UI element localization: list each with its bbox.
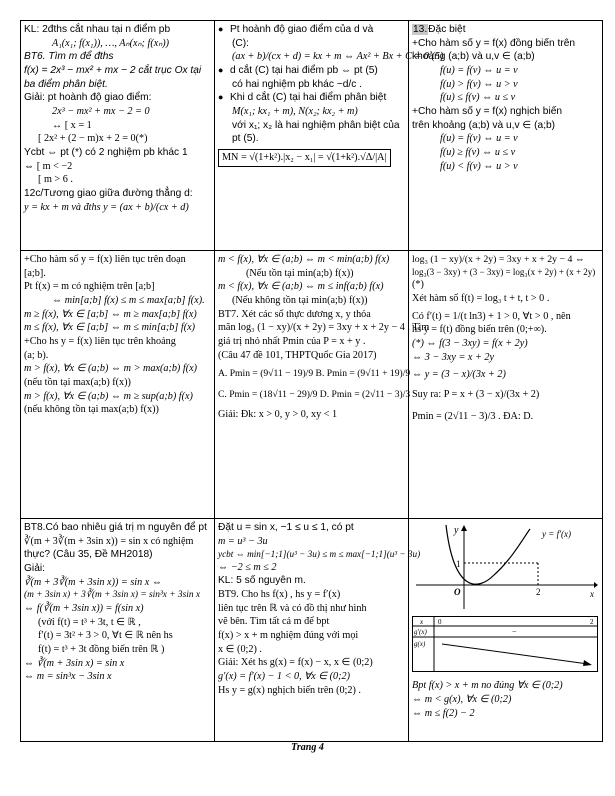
- cell-3-3: [409, 519, 603, 742]
- table-header-0: 0: [438, 617, 442, 626]
- bullet-icon: ●: [218, 65, 224, 76]
- decreasing-arrow: [442, 644, 588, 664]
- formula-line: ⇔ m ≤ f(2) − 2: [412, 707, 475, 719]
- bullet-icon: ●: [218, 24, 224, 34]
- formula-line: m > f(x), ∀x ∈ (a;b) ⇔ m > max(a;b) f(x): [24, 363, 198, 375]
- arrow-head-icon: [583, 660, 592, 666]
- formula-line: ⇔ y = (3 − x)/(3x + 2): [412, 369, 506, 381]
- section-heading: 13.Đặc biệt: [413, 24, 466, 35]
- text-line: liên tục trên ℝ và có đồ thị như hình: [218, 602, 367, 614]
- table-header-2: 2: [590, 617, 594, 626]
- gprime-sign: −: [512, 626, 517, 636]
- text-line: BT8.Có bao nhiêu giá trị m nguyên để pt: [24, 522, 207, 533]
- variation-table: [412, 616, 598, 672]
- formula-line: [ 2x² + (2 − m)x + 2 = 0(*): [38, 133, 148, 145]
- formula-line: Giải: Xét hs g(x) = f(x) − x, x ∈ (0;2): [218, 657, 373, 669]
- formula-line: (m + 3sin x) + 3∛(m + 3sin x) = sin³x + 3sin x: [24, 590, 201, 601]
- formula-table: [20, 20, 603, 742]
- formula-line: ∛(m + 3∛(m + 3sin x)) = sin x có nghiệm: [24, 535, 194, 547]
- formula-line: ⇔ min[a;b] f(x) ≤ m ≤ max[a;b] f(x).: [52, 295, 205, 307]
- formula-line: g′(x) = f′(x) − 1 < 0, ∀x ∈ (0;2): [218, 671, 351, 683]
- formula-line: Suy ra: P = x + (3 − x)/(3x + 2): [412, 388, 540, 400]
- text-line: Pt f(x) = m có nghiệm trên [a;b]: [24, 281, 155, 293]
- tick-label-2: 2: [536, 587, 541, 597]
- formula-line: m > f(x), ∀x ∈ (a;b) ⇔ m ≥ sup(a;b) f(x): [24, 390, 193, 402]
- answer-choices-cd: C. Pmin = (18√11 − 29)/9 D. Pmin = (2√11 − 3)/3: [218, 389, 411, 401]
- text-line: (C):: [232, 37, 249, 49]
- origin-label: O: [454, 587, 461, 597]
- text-line: giá trị nhỏ nhất Pmin của P = x + y .: [218, 336, 366, 348]
- formula-line: ⇔ −2 ≤ m ≤ 2: [218, 561, 277, 573]
- bullet-item: ● Pt hoành độ giao điểm của d và: [218, 24, 374, 35]
- formula-line: (ax + b)/(cx + d) = kx + m ⇔ Ax² + Bx + C = 0 (5): [232, 51, 444, 63]
- formula-line: ⇔ [ m < −2: [24, 160, 73, 172]
- text-line: với x₁; x₂ là hai nghiệm phân biệt của: [232, 119, 400, 131]
- bullet-item: ● Khi d cắt (C) tại hai điểm phân biệt: [218, 92, 387, 104]
- boxed-formula: MN = √(1+k²).|x₂ − x₁| = √(1+k²).√Δ/|A|: [218, 149, 391, 167]
- text-line: Đặt u = sin x, −1 ≤ u ≤ 1, có pt: [218, 522, 354, 533]
- y-axis-label: y: [454, 525, 459, 536]
- text-line: ba điểm phân biệt.: [24, 78, 108, 90]
- text-line: khoảng (a;b) và u,v ∈ (a;b): [412, 51, 535, 63]
- formula-line: f(u) = f(v) ⇔ u = v: [440, 133, 518, 145]
- formula-line: Bpt f(x) > x + m no đúng ∀x ∈ (0;2): [412, 680, 563, 692]
- text-line: f(x) > x + m nghiệm đúng với mọi: [218, 630, 359, 642]
- text-line: Hs y = g(x) nghịch biến trên (0;2) .: [218, 684, 361, 696]
- row-label-gprime: g′(x): [414, 627, 427, 636]
- section-number: 13.: [413, 24, 428, 35]
- text-line: Giải:: [24, 563, 45, 575]
- row-label-g: g(x): [414, 639, 426, 648]
- formula-line: mãn log₃ (1 − xy)/(x + 2y) = 3xy + x + 2y − 4 . Tìm: [218, 322, 430, 334]
- cell-1-1: [21, 21, 215, 251]
- formula-line: f(u) = f(v) ⇔ u = v: [440, 65, 518, 77]
- cell-2-1: [21, 251, 215, 519]
- formula-line: ∛(m + 3∛(m + 3sin x)) = sin x ⇔: [24, 576, 163, 588]
- formula-line: ↔ [ x = 1: [52, 119, 92, 131]
- formula-line: ycbt ⇔ min[−1;1](u³ − 3u) ≤ m ≤ max[−1;1](u³ − 3u): [218, 549, 421, 560]
- text-line: có hai nghiệm pb khác −d/c .: [232, 78, 362, 90]
- formula-line: Có f′(t) = 1/(t ln3) + 1 > 0, ∀t > 0 , nên: [412, 310, 571, 322]
- page-content: [20, 20, 602, 738]
- text-line: +Cho hàm số y = f(x) nghịch biến: [412, 106, 563, 118]
- formula-line: Pmin = (2√11 − 3)/3 . ĐA: D.: [412, 410, 534, 422]
- text-line: hs y = f(t) đồng biến trên (0;+∞).: [412, 324, 547, 336]
- answer-choices-ab: A. Pmin = (9√11 − 19)/9 B. Pmin = (9√11 + 19)/9: [218, 368, 411, 380]
- formula-line: 2x³ − mx² + mx − 2 = 0: [52, 106, 150, 118]
- text-line: KL: 5 số nguyên m.: [218, 575, 306, 587]
- derivative-graph: [412, 523, 598, 611]
- formula-line: m = u³ − 3u: [218, 535, 268, 547]
- formula-line: (*) ⇔ f(3 − 3xy) = f(x + 2y): [412, 337, 528, 349]
- text-line: (Câu 47 đề 101, THPTQuốc Gia 2017): [218, 349, 377, 361]
- text-line: BT7. Xét các số thực dương x, y thỏa: [218, 308, 371, 320]
- formula-line: m ≤ f(x), ∀x ∈ [a;b] ⇔ m ≤ min[a;b] f(x): [24, 322, 196, 334]
- cell-2-3: [409, 251, 603, 519]
- text-line: BT6. Tìm m để đths: [24, 51, 114, 63]
- cell-3-1: [21, 519, 215, 742]
- text-line: KL: 2đths cắt nhau tại n điểm pb: [24, 24, 171, 35]
- text-line: Giải: pt hoành độ giao điểm:: [24, 92, 152, 104]
- text-line: x ∈ (0;2) .: [218, 643, 262, 655]
- text-line: [a;b].: [24, 267, 46, 279]
- curve-f-prime: [446, 525, 530, 584]
- page-footer: Trang 4: [291, 742, 324, 753]
- formula-line: [ m > 6 .: [38, 174, 73, 186]
- text-line: +Cho hàm số y = f(x) đồng biến trên: [412, 37, 576, 49]
- text-line: f(t) = t³ + 3t đồng biến trên ℝ ): [38, 643, 165, 655]
- formula-line: ⇔ 3 − 3xy = x + 2y: [412, 351, 495, 363]
- formula-line: f(u) ≥ f(v) ⇔ u ≤ v: [440, 147, 516, 159]
- text-line: (Nếu tồn tại min(a;b) f(x)): [246, 267, 354, 279]
- cell-2-2: [215, 251, 430, 519]
- text-line: +Cho hs y = f(x) liên tục trên khoảng: [24, 336, 176, 348]
- formula-line: M(x₁; kx₁ + m), N(x₂; kx₂ + m): [232, 106, 358, 118]
- y-axis-arrow-icon: [461, 525, 467, 531]
- formula-line: ⇔ m < g(x), ∀x ∈ (0;2): [412, 694, 512, 706]
- text-line: A₁(x₁; f(x₁)), …, Aₙ(xₙ; f(xₙ)): [52, 37, 170, 49]
- bullet-item: ● d cắt (C) tại hai điểm pb ⇔ pt (5): [218, 65, 378, 77]
- formula-line: y = kx + m và đths y = (ax + b)/(cx + d): [24, 201, 189, 213]
- formula-line: f(u) > f(v) ⇔ u > v: [440, 78, 518, 90]
- formula-line: m < f(x), ∀x ∈ (a;b) ⇔ m < min(a;b) f(x): [218, 254, 390, 265]
- text-line: 12c/Tương giao giữa đường thẳng d:: [24, 188, 193, 200]
- text-line: (a; b).: [24, 349, 49, 361]
- text-line: +Cho hàm số y = f(x) liên tục trên đoạn: [24, 254, 186, 265]
- text-line: (với f(t) = t³ + 3t, t ∈ ℝ ,: [38, 616, 141, 628]
- text-line: vẽ bên. Tìm tất cả m để bpt: [218, 616, 330, 628]
- text-line: (*): [412, 279, 424, 291]
- text-line: (nếu không tồn tại max(a;b) f(x)): [24, 404, 159, 416]
- x-axis-label: x: [590, 589, 594, 599]
- x-axis-arrow-icon: [594, 582, 598, 588]
- tick-label-1: 1: [456, 559, 461, 569]
- text-line: Ycbt ⇔ pt (*) có 2 nghiệm pb khác 1: [24, 147, 188, 159]
- bullet-icon: ●: [218, 92, 224, 103]
- text-line: f′(t) = 3t² + 3 > 0, ∀t ∈ ℝ nên hs: [38, 630, 173, 642]
- formula-line: ⇔ m = sin³x − 3sin x: [24, 671, 112, 683]
- formula-line: m < f(x), ∀x ∈ (a;b) ⇔ m ≤ inf(a;b) f(x): [218, 281, 384, 293]
- formula-line: log₃ (1 − xy)/(x + 2y) = 3xy + x + 2y − 4 ⇔: [412, 254, 585, 265]
- formula-line: f(u) < f(v) ⇔ u > v: [440, 160, 518, 172]
- text-line: (nếu tồn tại max(a;b) f(x)): [24, 377, 131, 389]
- formula-line: ⇔ f(∛(m + 3sin x)) = f(sin x): [24, 602, 144, 614]
- text-line: (Nếu không tồn tại min(a;b) f(x)): [232, 295, 368, 307]
- text-line: thực? (Câu 35, Đề MH2018): [24, 549, 153, 561]
- text-line: BT9. Cho hs f(x) , hs y = f′(x): [218, 589, 341, 601]
- table-header-x: x: [420, 617, 424, 626]
- cell-1-3: [409, 21, 603, 251]
- formula-line: ⇔ ∛(m + 3sin x) = sin x: [24, 657, 125, 669]
- formula-line: f(u) ≤ f(v) ⇔ u ≤ v: [440, 92, 516, 104]
- text-line: trên khoảng (a;b) và u,v ∈ (a;b): [412, 119, 556, 131]
- text-line: pt (5).: [232, 133, 259, 145]
- formula-line: m ≥ f(x), ∀x ∈ [a;b] ⇔ m ≥ max[a;b] f(x): [24, 308, 197, 320]
- formula-line: log₃(3 − 3xy) + (3 − 3xy) = log₃(x + 2y) + (x + 2y): [412, 267, 596, 278]
- cell-3-2: [215, 519, 421, 742]
- text-line: f(x) = 2x³ − mx² + mx − 2 cắt trục Ox tại: [24, 65, 202, 77]
- curve-label: y = f′(x): [542, 529, 572, 539]
- text-line: Giải: Đk: x > 0, y > 0, xy < 1: [218, 409, 338, 421]
- text-line: Xét hàm số f(t) = log₃ t + t, t > 0 .: [412, 292, 550, 304]
